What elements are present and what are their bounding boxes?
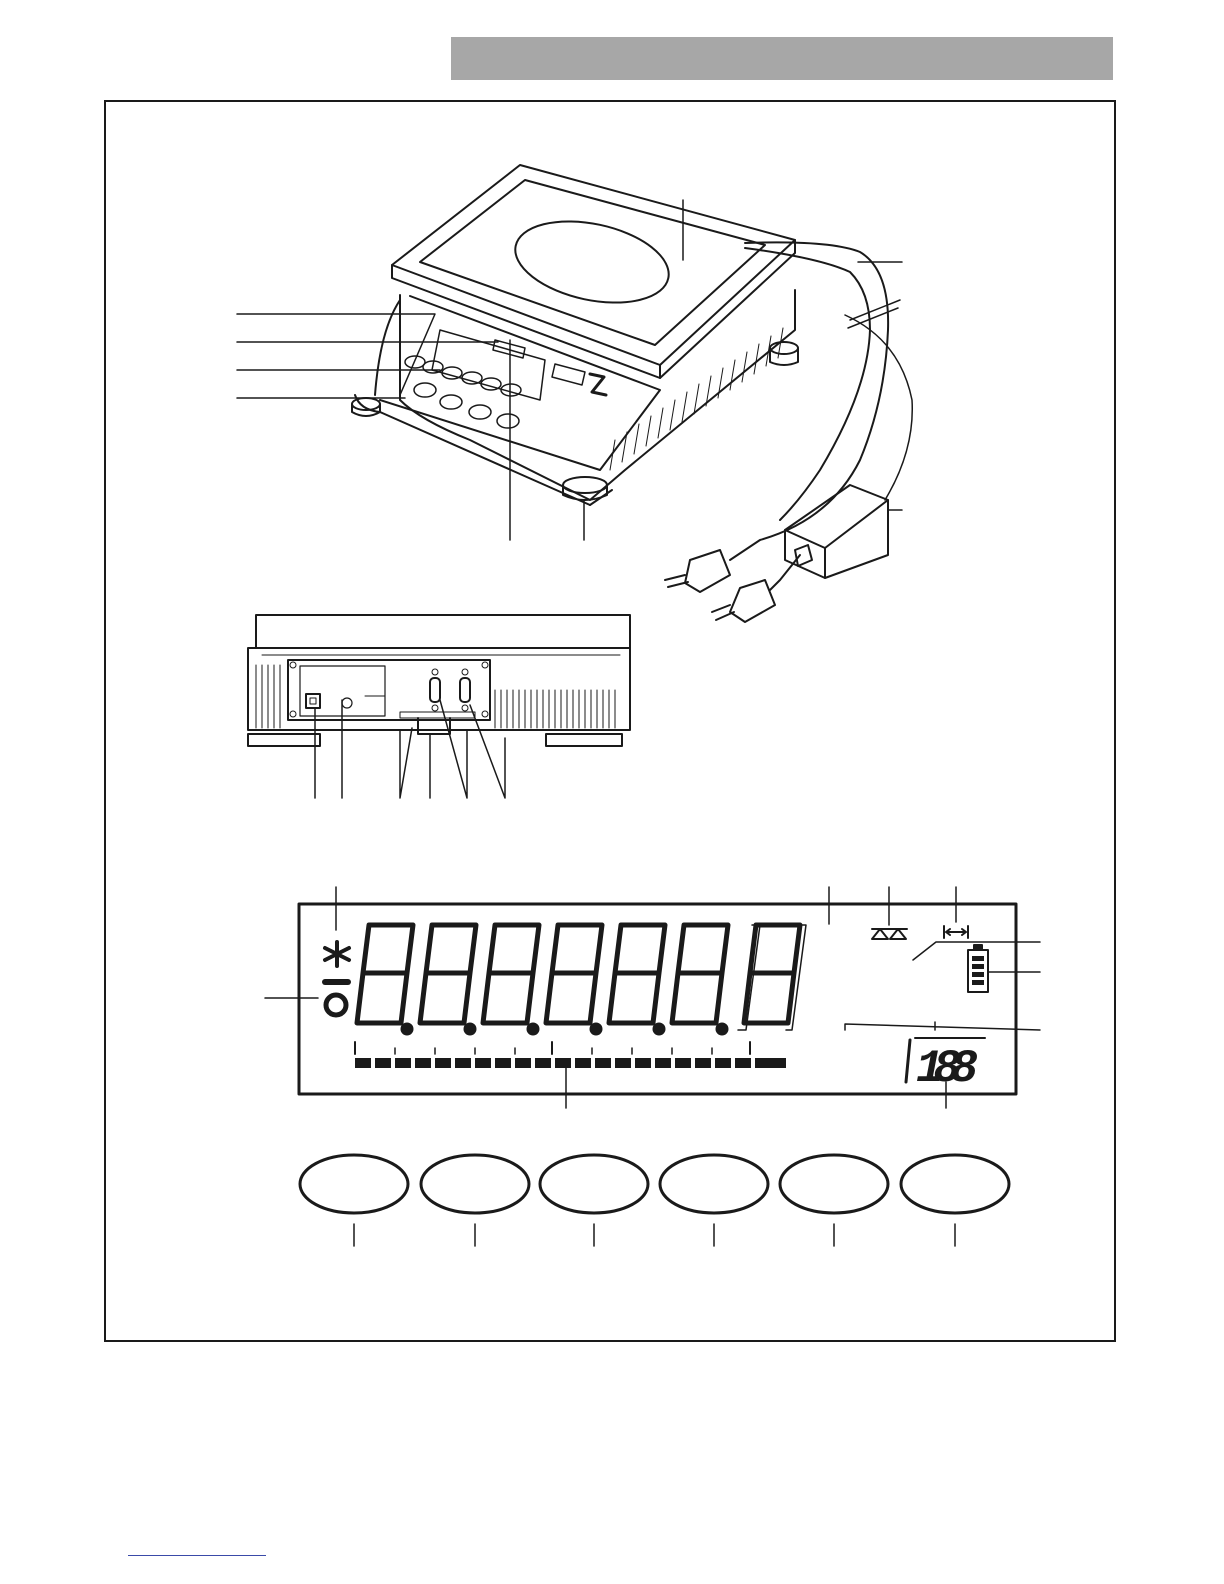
display-panel: [405, 330, 585, 428]
key-2: [421, 1155, 529, 1213]
balance-icon: [872, 929, 907, 939]
key-3: [540, 1155, 648, 1213]
scale-rear-view: [248, 615, 630, 798]
weighing-pan: [392, 165, 795, 378]
zero-circle-icon: [326, 995, 346, 1015]
power-cord: [730, 242, 912, 560]
key-1: [300, 1155, 408, 1213]
plug: [665, 550, 775, 622]
ac-adapter: [770, 485, 888, 590]
logo: [590, 374, 606, 395]
arrow-span-icon: [944, 926, 968, 938]
cooling-fins: [610, 328, 783, 470]
keypad: [300, 1155, 1009, 1246]
asterisk-icon: [325, 942, 349, 966]
bargraph: [355, 1058, 786, 1068]
scale-perspective-view: [237, 165, 902, 540]
key-5: [780, 1155, 888, 1213]
key-4: [660, 1155, 768, 1213]
battery-icon: [968, 945, 988, 992]
lcd-display: [265, 887, 1040, 1108]
seven-segment-digits: [357, 925, 806, 1033]
unit-indicator-value: 188: [916, 1043, 978, 1095]
key-6: [901, 1155, 1009, 1213]
leveling-foot: [352, 342, 798, 500]
footer-rule: [128, 1555, 266, 1556]
